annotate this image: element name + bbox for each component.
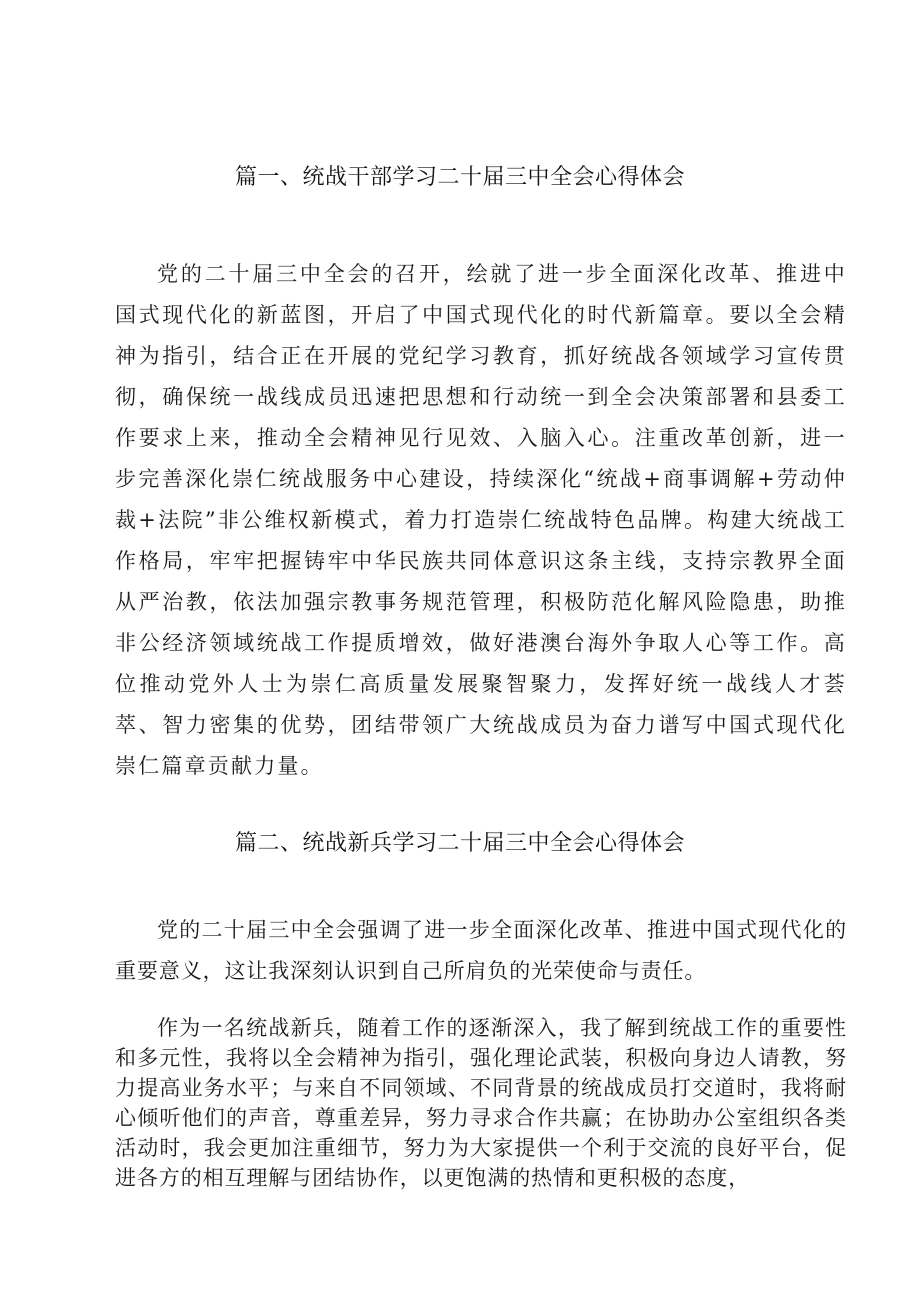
section-2-paragraph-2: 作为一名统战新兵，随着工作的逐渐深入，我了解到统战工作的重要性和多元性，我将以全会精神为指引，强化理论武装，积极向身边人请教，努力提高业务水平；与来自不同领域、不同背景的统战成员打交道时，我将耐心倾听他们的声音，尊重差异，努力寻求合作共赢；在协助办公室组织各类活动时，我会更加注重细节，努力为大家提供一个利于交流的良好平台，促进各方的相互理解与团结协作，以更饱满的热情和更积极的态度， — [115, 1016, 847, 1190]
section-1-paragraph: 党的二十届三中全会的召开，绘就了进一步全面深化改革、推进中国式现代化的新蓝图，开启了中国式现代化的时代新篇章。要以全会精神为指引，结合正在开展的党纪学习教育，抓好统战各领域学习宣传贯彻，确保统一战线成员迅速把思想和行动统一到全会决策部署和县委工作要求上来，推动全会精神见行见效、入脑入心。注重改革创新，进一步完善深化崇仁统战服务中心建设，持续深化“统战+商事调解+劳动仲裁+法院”非公维权新模式，着力打造崇仁统战特色品牌。构建大统战工作格局，牢牢把握铸牢中华民族共同体意识这条主线，支持宗教界全面从严治教，依法加强宗教事务规范管理，积极防范化解风险隐患，助推非公经济领域统战工作提质增效，做好港澳台海外争取人心等工作。高位推动党外人士为崇仁高质量发展聚智聚力，发挥好统一战线人才荟萃、智力密集的优势，团结带领广大统战成员为奋力谱写中国式现代化崇仁篇章贡献力量。 — [115, 262, 847, 778]
section-1-title: 篇一、统战干部学习二十届三中全会心得体会 — [234, 165, 685, 190]
section-2-paragraph-1: 党的二十届三中全会强调了进一步全面深化改革、推进中国式现代化的重要意义，这让我深刻认识到自己所肩负的光荣使命与责任。 — [115, 918, 847, 983]
section-2-title: 篇二、统战新兵学习二十届三中全会心得体会 — [234, 831, 685, 856]
